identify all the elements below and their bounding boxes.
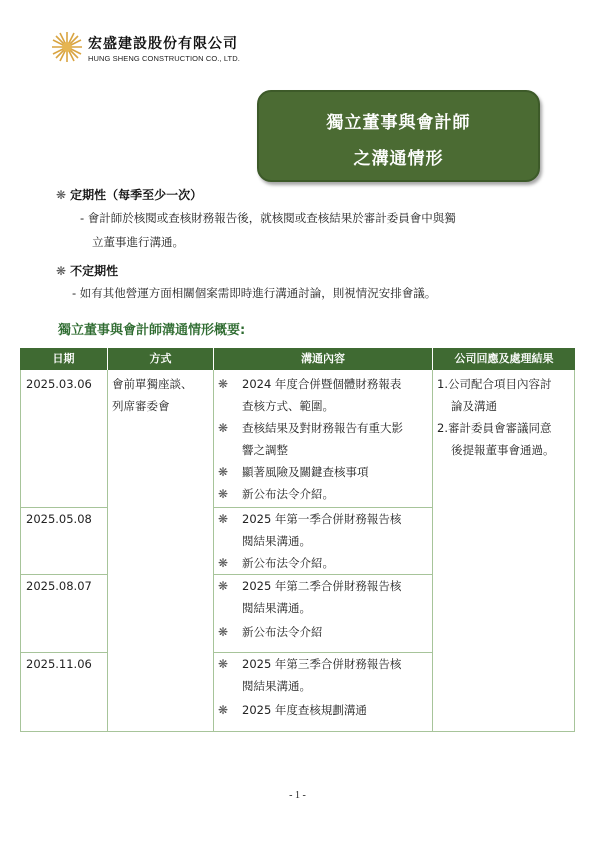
grid-line [213, 370, 214, 732]
content-line: 閱結果溝通。 [242, 679, 311, 693]
header-content: 溝通內容 [214, 348, 432, 370]
content-item [218, 552, 430, 574]
asterisk-bullet-icon: ❋ [56, 264, 67, 278]
asterisk-bullet-icon: ❋ [218, 512, 229, 526]
header-method: 方式 [108, 348, 213, 370]
asterisk-bullet-icon: ❋ [218, 487, 229, 501]
method-line: 會前單獨座談、 [112, 377, 193, 391]
response-line: 論及溝通 [451, 399, 497, 413]
content-item [218, 621, 430, 643]
section-adhoc-line1: - 如有其他營運方面相關個案需即時進行溝通討論，則視情況安排會議。 [72, 286, 437, 300]
logo-sunburst-icon [50, 30, 84, 64]
content-line: 2025 年第三季合併財務報告核 [242, 657, 402, 671]
content-item [218, 483, 430, 505]
content-item [218, 417, 430, 461]
asterisk-bullet-icon: ❋ [218, 703, 229, 717]
header-date: 日期 [20, 348, 107, 370]
summary-title: 獨立董事與會計師溝通情形概要: [58, 323, 246, 338]
content-line: 2025 年第二季合併財務報告核 [242, 579, 402, 593]
asterisk-bullet-icon: ❋ [218, 579, 229, 593]
grid-line [574, 370, 575, 732]
section-periodic-heading [56, 186, 202, 203]
communication-table [20, 348, 575, 732]
content-item [218, 575, 430, 619]
asterisk-bullet-icon: ❋ [218, 625, 229, 639]
section-adhoc-title: 不定期性 [70, 264, 119, 278]
company-name-zh: 宏盛建設股份有限公司 [88, 36, 238, 52]
grid-line [107, 370, 108, 732]
date-cell: 2025.08.07 [26, 579, 92, 593]
content-line: 響之調整 [242, 443, 288, 457]
content-item [218, 699, 430, 721]
date-cell: 2025.11.06 [26, 657, 92, 671]
banner-title-line2: 之溝通情形 [353, 149, 444, 169]
banner-title-line1: 獨立董事與會計師 [326, 113, 471, 133]
asterisk-bullet-icon: ❋ [218, 465, 229, 479]
asterisk-bullet-icon: ❋ [218, 657, 229, 671]
content-line: 新公布法令介紹 [242, 625, 323, 639]
content-item [218, 653, 430, 697]
content-item [218, 461, 430, 483]
header-response: 公司回應及處理結果 [433, 348, 575, 370]
section-periodic-line1: - 會計師於核閱或查核財務報告後，就核閱或查核結果於審計委員會中與獨 [80, 211, 456, 225]
content-line: 2025 年第一季合併財務報告核 [242, 512, 402, 526]
response-line: 後提報董事會通過。 [451, 443, 555, 457]
asterisk-bullet-icon: ❋ [218, 377, 229, 391]
page-number: - 1 - [289, 790, 306, 801]
date-cell: 2025.05.08 [26, 512, 92, 526]
section-periodic-line2: 立董事進行溝通。 [92, 235, 184, 249]
company-logo [50, 30, 290, 70]
content-line: 顯著風險及關鍵查核事項 [242, 465, 369, 479]
date-cell: 2025.03.06 [26, 377, 92, 391]
content-line: 新公布法令介紹。 [242, 556, 334, 570]
content-line: 2025 年度查核規劃溝通 [242, 703, 367, 717]
grid-line [20, 370, 21, 732]
asterisk-bullet-icon: ❋ [56, 188, 67, 202]
asterisk-bullet-icon: ❋ [218, 556, 229, 570]
response-line: 1.公司配合項目內容討 [437, 377, 552, 391]
grid-line [432, 370, 433, 732]
response-line: 2.審計委員會審議同意 [437, 421, 552, 435]
content-line: 閱結果溝通。 [242, 534, 311, 548]
content-line: 閱結果溝通。 [242, 601, 311, 615]
section-adhoc-heading [56, 262, 118, 279]
company-name-en: HUNG SHENG CONSTRUCTION CO., LTD. [88, 54, 240, 63]
section-periodic-title: 定期性（每季至少一次） [70, 188, 203, 202]
content-line: 2024 年度合併暨個體財務報表 [242, 377, 402, 391]
grid-line [20, 731, 575, 732]
content-line: 查核方式、範圍。 [242, 399, 334, 413]
content-item [218, 373, 430, 417]
method-line: 列席審委會 [112, 399, 170, 413]
content-line: 新公布法令介紹。 [242, 487, 334, 501]
content-item [218, 508, 430, 552]
content-line: 查核結果及對財務報告有重大影 [242, 421, 403, 435]
title-banner [257, 90, 540, 182]
asterisk-bullet-icon: ❋ [218, 421, 229, 435]
